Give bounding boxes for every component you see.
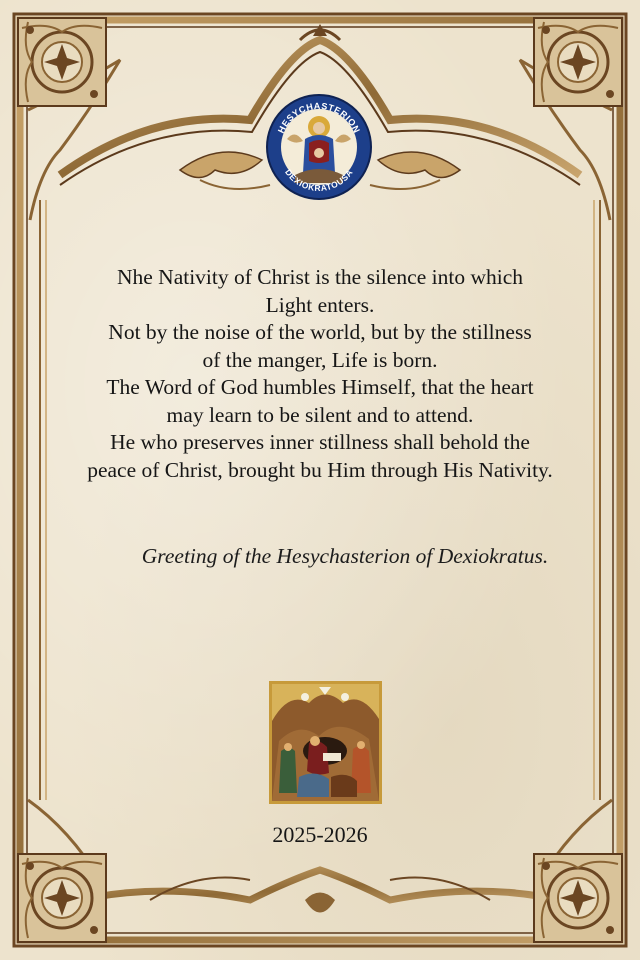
verse-line: The Word of God humbles Himself, that the heart xyxy=(106,375,534,399)
verse-line: Light enters. xyxy=(265,292,375,317)
verse-line: of the manger, Life is born. xyxy=(202,347,438,372)
verse-text xyxy=(30,264,610,484)
greeting-signature: Greeting of the Hesychasterion of Dexiokratus. xyxy=(141,544,549,568)
theotokos-emblem xyxy=(265,93,373,201)
verse-line: peace of Christ, brought bu Him through His Nativity. xyxy=(87,457,553,482)
verse-line: may learn to be silent and to attend. xyxy=(166,402,474,427)
nativity-icon xyxy=(269,681,382,804)
years-label: 2025-2026 xyxy=(272,822,368,847)
logo-top-text: HESYCHASTERION xyxy=(275,100,363,135)
verse-line: He who preserves inner stillness shall behold the xyxy=(110,430,530,454)
verse-line: Not by the noise of the world, but by the stillness xyxy=(108,320,532,344)
verse-line: Nhe Nativity of Christ is the silence into which xyxy=(116,265,524,289)
logo-bottom-text: DEXIOKRATOUSA xyxy=(283,167,355,194)
